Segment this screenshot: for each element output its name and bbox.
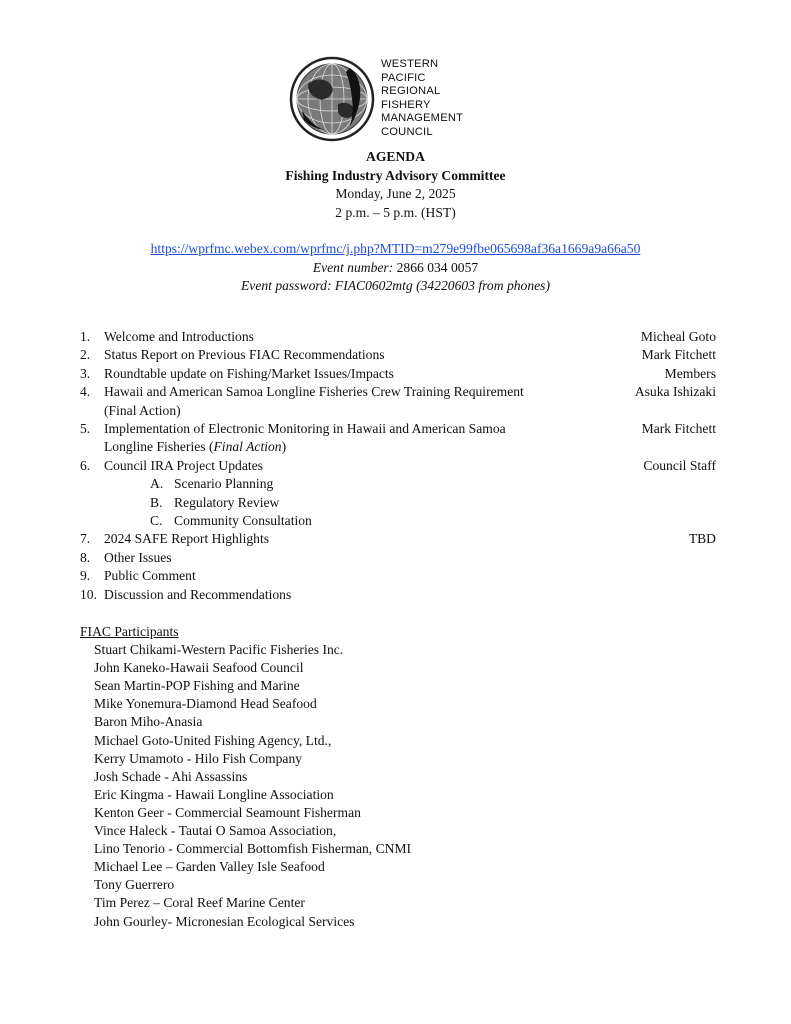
agenda-item [80,420,716,457]
agenda-subitem [80,494,716,512]
agenda-item [80,328,716,346]
council-logo [288,54,488,146]
participants-list [80,623,411,931]
participant-entry: Vince Haleck - Tautai O Samoa Association, [94,823,337,839]
logo-line: FISHERY [381,98,431,111]
agenda-item [80,365,716,383]
logo-line: WESTERN [381,58,439,70]
agenda-subitem-letter: C. [150,513,163,529]
agenda-item-title-text: Implementation of Electronic Monitoring in Hawaii and American Samoa Longline Fisheries ( [104,421,506,455]
agenda-item-title-end: ) [281,439,287,455]
participants-heading: FIAC Participants [80,624,179,639]
agenda-subitem-title: Regulatory Review [174,494,280,510]
agenda-subitem-title: Community Consultation [174,513,312,529]
participant-entry: Kerry Umamoto - Hilo Fish Company [94,750,303,766]
participant-entry: Tim Perez – Coral Reef Marine Center [94,895,305,911]
event-number [0,259,791,278]
agenda-item-number: 4. [80,384,91,400]
event-number-value: 2866 034 0057 [396,259,479,275]
agenda-item-presenter: Mark Fitchett [641,421,716,437]
agenda-item-title: Discussion and Recommendations [104,586,292,602]
committee-name: Fishing Industry Advisory Committee [285,167,506,183]
page-title: AGENDA [366,149,425,164]
agenda-item-title [104,420,716,457]
agenda-item-title: Roundtable update on Fishing/Market Issues/Impacts [104,365,394,381]
meeting-date: Monday, June 2, 2025 [335,186,456,201]
participant-entry: Sean Martin-POP Fishing and Marine [94,678,300,694]
agenda-item-title-italic: Final Action [213,439,282,455]
participant-entry: Lino Tenorio - Commercial Bottomfish Fisherman, CNMI [94,841,412,857]
agenda-item [80,549,716,567]
participant-entry: Eric Kingma - Hawaii Longline Association [94,786,334,802]
globe-fish-emblem-icon [288,54,376,144]
event-number-label: Event number: [312,259,394,275]
agenda-item-number: 10. [80,586,97,602]
agenda-item-title: Public Comment [104,568,196,584]
agenda-item-presenter: Members [664,365,716,381]
agenda-item-title: Other Issues [104,549,172,565]
logo-line: PACIFIC [381,71,426,84]
agenda-item-presenter: Mark Fitchett [641,347,716,363]
agenda-item-number: 8. [80,549,91,565]
agenda-item-presenter: Asuka Ishizaki [634,384,716,400]
agenda-subitem-letter: A. [150,476,164,492]
agenda-item-title: Welcome and Introductions [104,329,254,344]
agenda-item-title: Council IRA Project Updates [104,457,263,473]
agenda-item-number: 7. [80,531,91,547]
logo-line: REGIONAL [381,85,441,98]
agenda-item-title: 2024 SAFE Report Highlights [104,531,270,547]
webex-link[interactable]: https://wprfmc.webex.com/wprfmc/j.php?MTID=m279e99fbe065698af36a1669a9a66a50 [150,241,641,256]
agenda-subitem [80,512,716,530]
meeting-time: 2 p.m. – 5 p.m. (HST) [335,204,456,220]
agenda-item-title: Status Report on Previous FIAC Recommendations [104,347,385,363]
agenda-item [80,530,716,548]
participant-entry: Tony Guerrero [94,877,175,893]
agenda-item [80,383,716,420]
agenda-item-title: Hawaii and American Samoa Longline Fisheries Crew Training Requirement (Final Action) [104,384,524,418]
agenda-item [80,346,716,364]
participant-entry: Mike Yonemura-Diamond Head Seafood [94,696,317,712]
agenda-item-number: 5. [80,421,91,437]
agenda-subitem-title: Scenario Planning [174,476,274,492]
participant-entry: Kenton Geer - Commercial Seamount Fisherman [94,804,361,820]
participant-entry: John Kaneko-Hawaii Seafood Council [94,660,304,676]
participant-entry: John Gourley- Micronesian Ecological Services [94,913,355,929]
agenda-item [80,567,716,585]
agenda-item-presenter: TBD [688,531,716,547]
participant-entry: Stuart Chikami-Western Pacific Fisheries Inc. [94,642,344,658]
agenda-subitem-letter: B. [150,494,163,510]
agenda-item-number: 9. [80,568,91,584]
agenda-item-presenter: Council Staff [643,457,716,473]
agenda-subitem [80,475,716,493]
agenda-item-presenter: Micheal Goto [640,329,716,344]
logo-line: COUNCIL [381,125,433,138]
agenda-item-number: 3. [80,365,91,381]
agenda-item-number: 1. [80,329,91,344]
event-password: Event password: FIAC0602mtg (34220603 from phones) [241,278,550,293]
logo-line: MANAGEMENT [381,112,464,125]
participant-entry: Baron Miho-Anasia [94,714,203,730]
participant-entry: Josh Schade - Ahi Assassins [94,768,248,784]
meeting-header [0,148,791,296]
council-name [381,58,463,140]
participant-entry: Michael Goto-United Fishing Agency, Ltd., [94,732,332,748]
agenda-list [80,328,716,604]
agenda-item-number: 6. [80,457,91,473]
agenda-item [80,586,716,604]
agenda-item-number: 2. [80,347,91,363]
participant-entry: Michael Lee – Garden Valley Isle Seafood [94,859,325,875]
agenda-item [80,457,716,475]
